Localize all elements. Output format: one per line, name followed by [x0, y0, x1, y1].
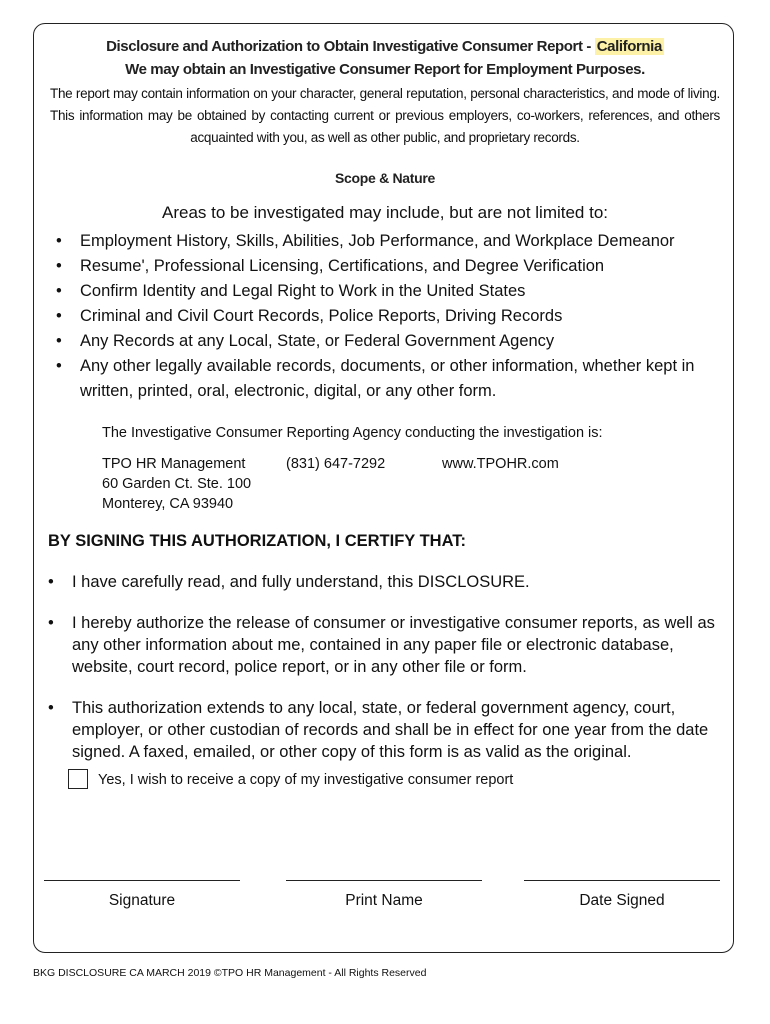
- certify-heading: BY SIGNING THIS AUTHORIZATION, I CERTIFY THAT:: [48, 532, 467, 550]
- bullet-icon: •: [48, 614, 54, 632]
- scope-heading: Scope & Nature: [334, 170, 436, 186]
- certification-item-2: [48, 612, 728, 678]
- bullet-icon: •: [56, 332, 62, 350]
- form-title: [0, 38, 770, 55]
- list-item: • Any other legally available records, documents, or other information, whether kept in written, printed, oral, electronic, digital, or any other form.: [56, 354, 728, 404]
- list-item: • I have carefully read, and fully understand, this DISCLOSURE.: [48, 573, 530, 591]
- list-item: • Criminal and Civil Court Records, Police Reports, Driving Records: [56, 304, 728, 329]
- form-subtitle: We may obtain an Investigative Consumer Report for Employment Purposes.: [125, 61, 645, 78]
- bullet-icon: •: [56, 257, 62, 275]
- agency-address-line1: 60 Garden Ct. Ste. 100: [102, 476, 252, 492]
- agency-address-line2: Monterey, CA 93940: [102, 496, 234, 512]
- form-title-text: Disclosure and Authorization to Obtain Investigative Consumer Report -: [106, 38, 595, 55]
- intro-paragraph: The report may contain information on your character, general reputation, personal characteristics, and mode of living. This information may be obtained by contacting current or previous employers, co-workers, references, and others acquainted with you, as well as other public, and proprietary records.: [50, 86, 720, 145]
- agency-label: The Investigative Consumer Reporting Agency conducting the investigation is:: [102, 425, 603, 441]
- signature-label: Signature: [108, 892, 176, 909]
- copy-report-checkbox-label: Yes, I wish to receive a copy of my investigative consumer report: [98, 772, 514, 788]
- list-item: • Resume', Professional Licensing, Certifications, and Degree Verification: [56, 254, 728, 279]
- agency-website: www.TPOHR.com: [442, 456, 559, 472]
- print-name-line[interactable]: [286, 880, 482, 881]
- signature-line[interactable]: [44, 880, 240, 881]
- bullet-icon: •: [56, 282, 62, 300]
- bullet-icon: •: [56, 357, 62, 375]
- list-item: • Confirm Identity and Legal Right to Work in the United States: [56, 279, 728, 304]
- areas-list: [56, 229, 728, 404]
- print-name-label: Print Name: [345, 892, 423, 909]
- list-item: • This authorization extends to any local, state, or federal government agency, court, employer, or other custodian of records and shall be in effect for one year from the date signed. A faxed, emailed, or other copy of this form is as valid as the original.: [48, 699, 709, 761]
- agency-phone: (831) 647-7292: [286, 456, 386, 472]
- bullet-icon: •: [48, 699, 54, 717]
- bullet-icon: •: [56, 232, 62, 250]
- certification-item-3: [48, 697, 728, 763]
- footer-text: BKG DISCLOSURE CA MARCH 2019 ©TPO HR Management - All Rights Reserved: [33, 967, 427, 979]
- agency-name: TPO HR Management: [102, 456, 246, 472]
- date-signed-line[interactable]: [524, 880, 720, 881]
- list-item: • Any Records at any Local, State, or Federal Government Agency: [56, 329, 728, 354]
- certification-item-1: [48, 571, 728, 593]
- areas-intro: Areas to be investigated may include, but are not limited to:: [161, 203, 609, 222]
- bullet-icon: •: [56, 307, 62, 325]
- list-item: • I hereby authorize the release of consumer or investigative consumer reports, as well as any other information about me, contained in any paper file or electronic database, website, court record, police report, or in any other file or form.: [48, 614, 715, 676]
- list-item: • Employment History, Skills, Abilities, Job Performance, and Workplace Demeanor: [56, 229, 728, 254]
- bullet-icon: •: [48, 573, 54, 591]
- copy-report-checkbox[interactable]: [68, 769, 88, 789]
- title-highlight-california: California: [596, 38, 662, 55]
- date-signed-label: Date Signed: [579, 892, 665, 909]
